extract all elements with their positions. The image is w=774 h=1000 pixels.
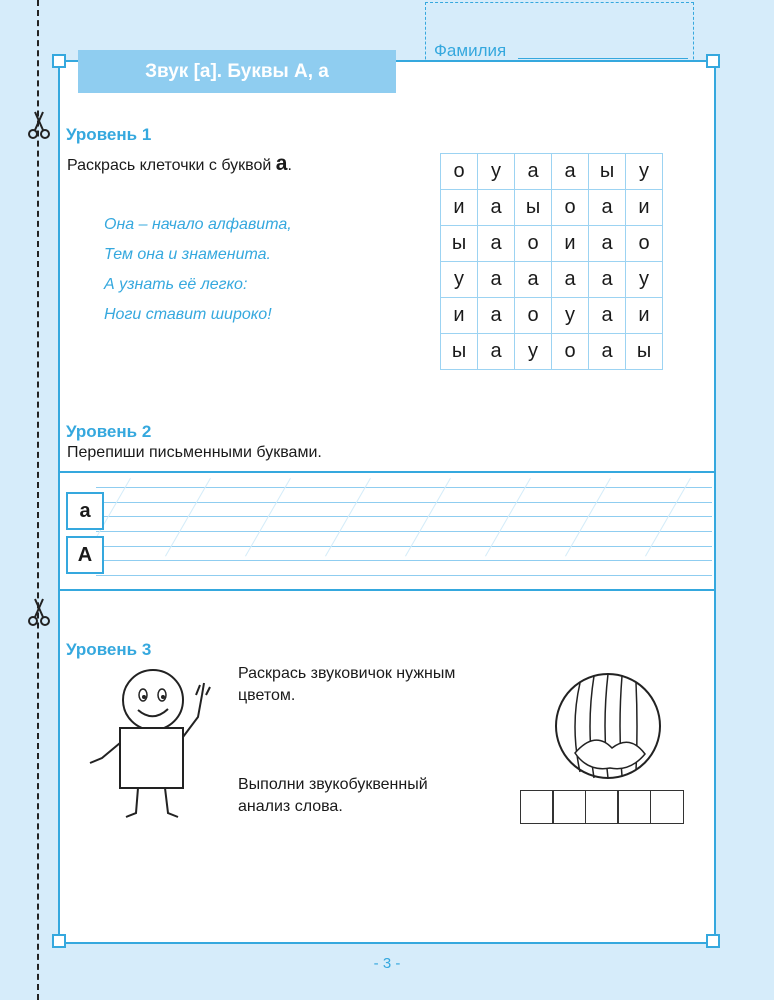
section-divider (58, 589, 714, 591)
grid-cell[interactable]: у (441, 262, 478, 298)
sample-letter-upper: А (66, 536, 104, 574)
grid-cell[interactable]: о (626, 226, 663, 262)
grid-cell[interactable]: и (441, 190, 478, 226)
grid-cell[interactable]: а (478, 334, 515, 370)
grid-cell[interactable]: о (515, 298, 552, 334)
grid-cell[interactable]: о (441, 154, 478, 190)
grid-cell[interactable]: а (515, 262, 552, 298)
grid-cell[interactable]: у (478, 154, 515, 190)
frame-corner (706, 934, 720, 948)
grid-cell[interactable]: а (589, 262, 626, 298)
grid-cell[interactable]: а (589, 190, 626, 226)
grid-cell[interactable]: ы (589, 154, 626, 190)
watermelon-illustration[interactable] (550, 668, 670, 786)
level2-heading: Уровень 2 (66, 422, 152, 441)
poem (104, 216, 292, 336)
grid-cell[interactable]: а (552, 262, 589, 298)
sound-character-illustration[interactable] (80, 665, 230, 825)
surname-label: Фамилия (434, 41, 507, 60)
grid-cell[interactable]: ы (515, 190, 552, 226)
cut-line (37, 0, 39, 1000)
grid-cell[interactable]: и (626, 190, 663, 226)
level3-task-analysis: Выполни звукобуквенный анализ слова. (238, 776, 428, 815)
grid-cell[interactable]: о (552, 334, 589, 370)
level2-task: Перепиши письменными буквами. (67, 444, 322, 461)
grid-cell[interactable]: и (626, 298, 663, 334)
page-title: Звук [а]. Буквы А, а (78, 50, 396, 93)
analysis-cell[interactable] (585, 790, 619, 824)
grid-cell[interactable]: ы (626, 334, 663, 370)
surname-input-line[interactable] (518, 58, 688, 59)
poem-line: Тем она и знаменита. (104, 246, 271, 263)
scissors-icon (24, 597, 54, 627)
grid-cell[interactable]: а (589, 298, 626, 334)
analysis-cell[interactable] (552, 790, 586, 824)
grid-cell[interactable]: а (478, 262, 515, 298)
grid-cell[interactable]: а (589, 226, 626, 262)
analysis-cell[interactable] (617, 790, 651, 824)
analysis-cell[interactable] (650, 790, 684, 824)
grid-cell[interactable]: а (589, 334, 626, 370)
task-letter: а (275, 152, 288, 175)
level1-task: Раскрась клеточки с буквой а. (67, 152, 292, 175)
frame-corner (52, 934, 66, 948)
grid-cell[interactable]: у (552, 298, 589, 334)
grid-cell[interactable]: ы (441, 334, 478, 370)
sound-analysis-cells (521, 790, 684, 824)
grid-cell[interactable]: а (552, 154, 589, 190)
letter-grid (440, 153, 663, 370)
level3-heading: Уровень 3 (66, 640, 152, 659)
grid-cell[interactable]: а (478, 298, 515, 334)
grid-cell[interactable]: а (515, 154, 552, 190)
grid-cell[interactable]: а (478, 190, 515, 226)
frame-corner (706, 54, 720, 68)
grid-cell[interactable]: и (552, 226, 589, 262)
frame-corner (52, 54, 66, 68)
poem-line: Она – начало алфавита, (104, 216, 292, 233)
grid-cell[interactable]: о (515, 226, 552, 262)
grid-cell[interactable]: у (515, 334, 552, 370)
section-divider (58, 471, 714, 473)
poem-line: А узнать её легко: (104, 276, 248, 293)
analysis-cell[interactable] (520, 790, 554, 824)
grid-cell[interactable]: у (626, 262, 663, 298)
grid-cell[interactable]: у (626, 154, 663, 190)
grid-cell[interactable]: и (441, 298, 478, 334)
poem-line: Ноги ставит широко! (104, 306, 272, 323)
level3-task-color: Раскрась звуковичок нужным цветом. (238, 665, 456, 704)
grid-cell[interactable]: ы (441, 226, 478, 262)
page-number: - 3 - (373, 955, 401, 972)
grid-cell[interactable]: о (552, 190, 589, 226)
grid-cell[interactable]: а (478, 226, 515, 262)
level1-heading: Уровень 1 (66, 125, 152, 144)
scissors-icon (24, 110, 54, 140)
sample-letter-lower: а (66, 492, 104, 530)
